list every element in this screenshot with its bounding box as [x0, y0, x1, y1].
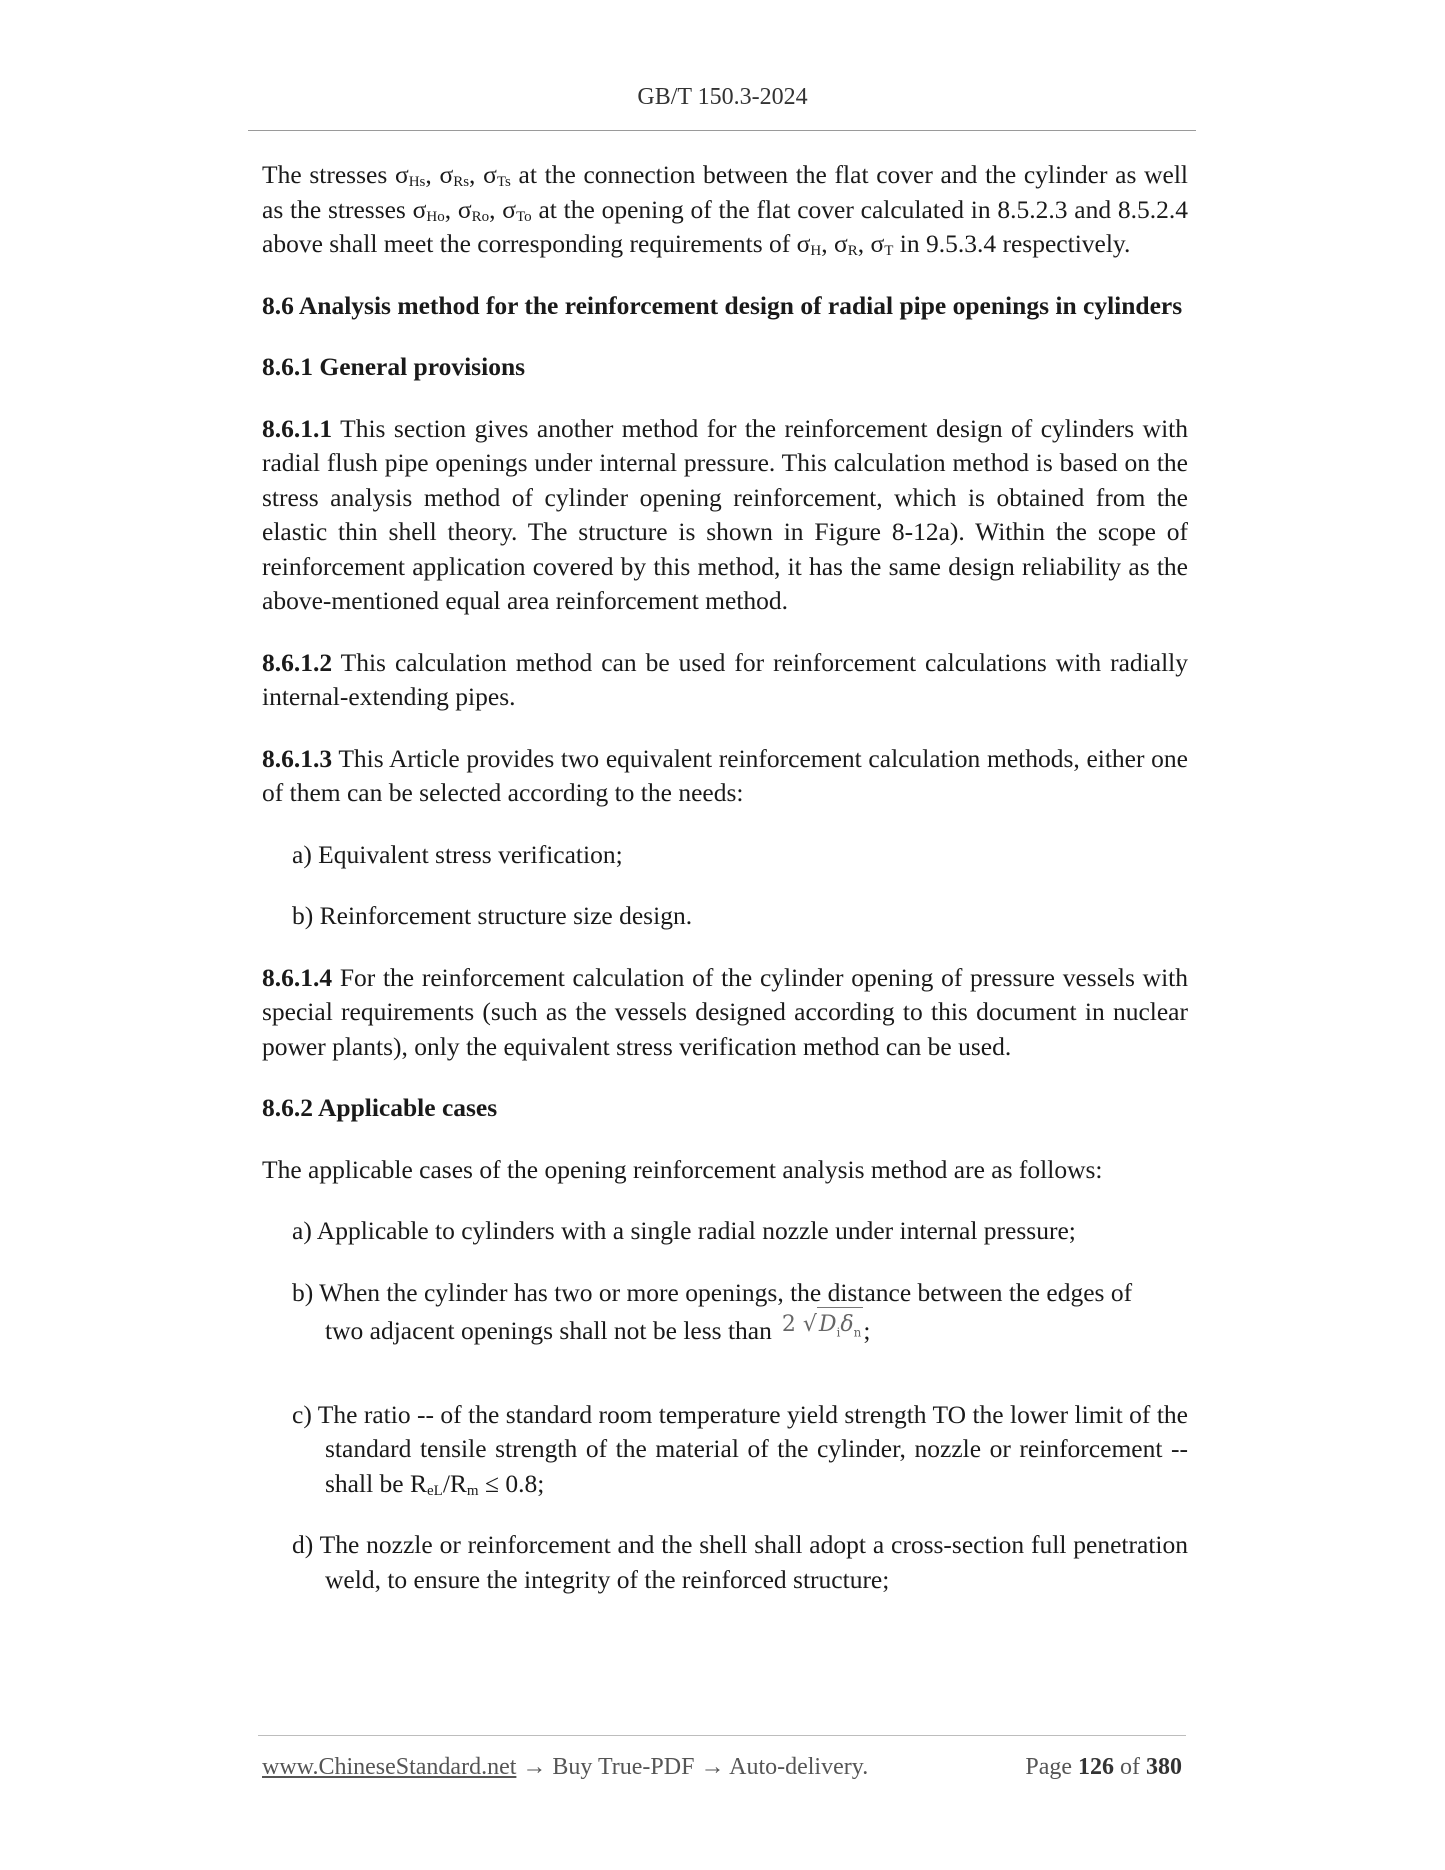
- formula-subscript: n: [853, 1325, 862, 1340]
- subscript: Ro: [471, 208, 490, 225]
- section-heading-8-6-2: 8.6.2 Applicable cases: [262, 1093, 498, 1122]
- intro-paragraph: [262, 158, 1188, 262]
- formula-symbol: D: [818, 1312, 837, 1337]
- page-of-label: of: [1120, 1754, 1140, 1780]
- subscript: eL: [427, 1482, 443, 1499]
- clause-text: This calculation method can be used for reinforcement calculations with radially internal-extending pipes.: [262, 647, 1188, 711]
- subscript: H: [810, 243, 822, 259]
- page-number: 126: [1078, 1754, 1114, 1780]
- formula-coefficient: 2: [781, 1312, 796, 1337]
- page-label: Page: [1025, 1754, 1072, 1780]
- clause-text: For the reinforcement calculation of the cylinder opening of pressure vessels with special requirements (such as the vessels designed according to this document in nuclear power plants), only the equivalent stress verification method can be used.: [262, 962, 1188, 1061]
- list-item-line: [325, 1314, 1188, 1358]
- document-body: [262, 158, 1188, 1624]
- list-item: d) The nozzle or reinforcement and the shell shall adopt a cross-section full penetration weld, to ensure the integrity of the reinforced structure;: [292, 1530, 1188, 1594]
- page-indicator: [1025, 1754, 1182, 1781]
- list-item: a) Applicable to cylinders with a single radial nozzle under internal pressure;: [292, 1216, 1076, 1245]
- intro-text: , σ: [489, 194, 517, 224]
- list-item: a) Equivalent stress verification;: [292, 839, 623, 869]
- list-item-text: /R: [442, 1468, 467, 1498]
- subscript: Hs: [408, 174, 426, 190]
- subscript: Rs: [453, 174, 470, 190]
- list-item: b) Reinforcement structure size design.: [292, 901, 693, 930]
- list-item: [292, 1398, 1188, 1502]
- list-item-text: c) The ratio -- of the standard room temperature yield strength TO the lower limit of the standard tensile strength of the material of the cylinder, nozzle or reinforcement -- shall be R: [292, 1399, 1188, 1498]
- formula-symbol: δ: [840, 1312, 854, 1337]
- page-total: 380: [1146, 1754, 1182, 1780]
- list-item-text: two adjacent openings shall not be less than: [325, 1316, 772, 1345]
- intro-text: , σ: [469, 160, 497, 189]
- formula-subscript: i: [836, 1325, 841, 1340]
- subscript: m: [466, 1482, 479, 1499]
- footer-text: → Buy True-PDF → Auto-delivery.: [516, 1754, 869, 1780]
- clause-number: 8.6.1.3: [262, 743, 333, 773]
- section-heading-8-6: 8.6 Analysis method for the reinforcement design of radial pipe openings in cylinders: [262, 290, 1183, 320]
- website-link[interactable]: www.ChineseStandard.net: [262, 1754, 517, 1780]
- clause-text: This Article provides two equivalent reinforcement calculation methods, either one of them can be selected according to the needs:: [262, 743, 1188, 807]
- applicable-intro: The applicable cases of the opening reinforcement analysis method are as follows:: [262, 1154, 1103, 1184]
- header-divider: [248, 130, 1196, 131]
- clause-8-6-1-2: [262, 646, 1188, 715]
- spacing-formula: 2 $√D_i\delta_n$: [782, 1307, 863, 1350]
- formula-radicand: [817, 1307, 863, 1350]
- intro-text: , σ: [425, 160, 454, 189]
- section-heading-8-6-1: 8.6.1 General provisions: [262, 352, 526, 381]
- document-header: GB/T 150.3-2024: [637, 84, 808, 110]
- clause-8-6-1-3: [262, 742, 1188, 811]
- page-footer: [262, 1754, 1182, 1781]
- intro-text: The stresses σ: [262, 160, 409, 189]
- intro-text: at the connection between the flat cover and the cylinder as well as the stresses σ: [262, 160, 1189, 224]
- clause-8-6-1-4: [262, 961, 1188, 1065]
- clause-8-6-1-1: [262, 412, 1188, 619]
- subscript: To: [516, 208, 532, 225]
- intro-text: at the opening of the flat cover calculated in 8.5.2.3 and 8.5.2.4 above shall meet the corresponding requirements of σ: [262, 194, 1188, 258]
- clause-number: 8.6.1.2: [262, 647, 333, 677]
- intro-text: , σ: [821, 229, 848, 258]
- list-item-text: ;: [863, 1316, 871, 1345]
- clause-text: This section gives another method for the reinforcement design of cylinders with radial flush pipe openings under internal pressure. This calculation method is based on the stress analysis method of cylinder opening reinforcement, which is obtained from the elastic thin shell theory. The structure is shown in Figure 8-12a). Within the scope of reinforcement application covered by this method, it has the same design reliability as the above-mentioned equal area reinforcement method.: [262, 413, 1188, 615]
- footer-divider: [258, 1735, 1186, 1736]
- subscript: Ts: [496, 174, 511, 190]
- list-item-line: b) When the cylinder has two or more openings, the distance between the edges of: [292, 1277, 1133, 1307]
- subscript: Ho: [426, 208, 445, 225]
- intro-text: in 9.5.3.4 respectively.: [893, 229, 1131, 258]
- clause-number: 8.6.1.4: [262, 962, 333, 992]
- subscript: R: [847, 243, 858, 259]
- intro-text: , σ: [857, 229, 885, 258]
- clause-number: 8.6.1.1: [262, 413, 333, 443]
- intro-text: , σ: [444, 194, 472, 224]
- subscript: T: [884, 243, 894, 259]
- list-item-text: ≤ 0.8;: [478, 1468, 545, 1498]
- list-item: [292, 1276, 1188, 1358]
